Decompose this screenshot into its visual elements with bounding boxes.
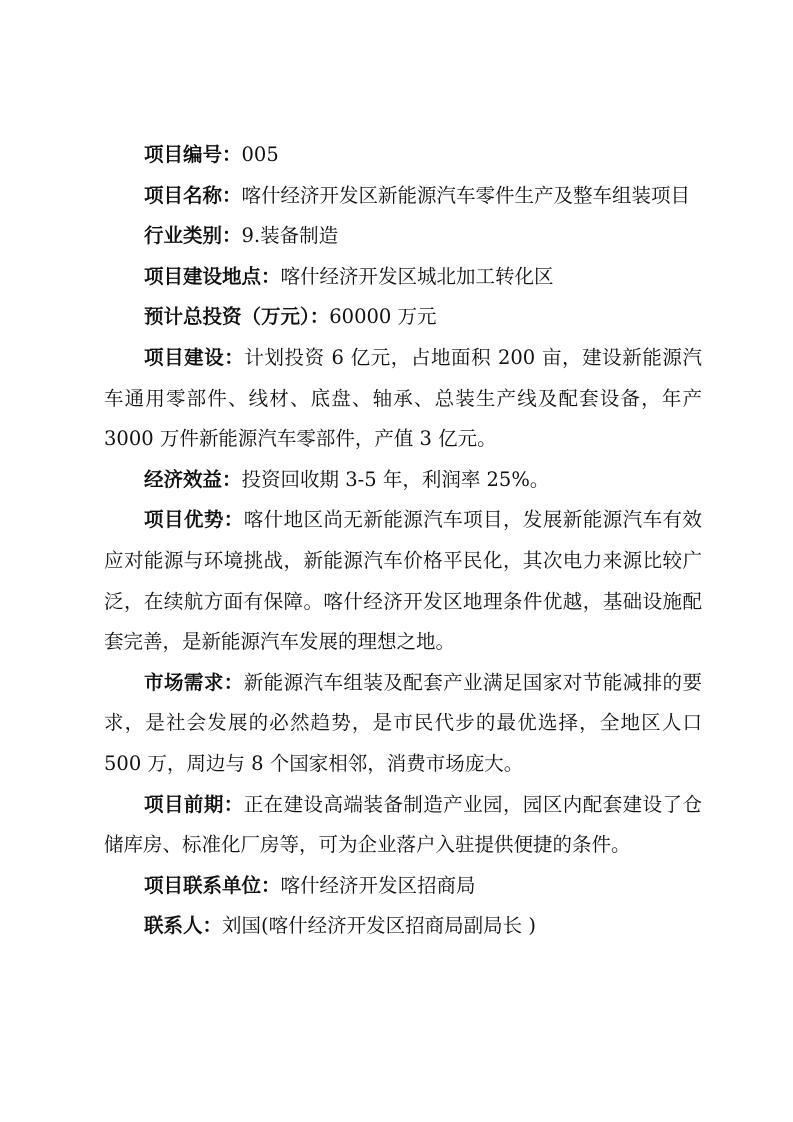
field-label: 项目前期： — [144, 792, 244, 816]
field-contact-person — [104, 906, 702, 947]
field-project-advantages — [104, 500, 702, 662]
field-economic-benefit — [104, 460, 702, 501]
field-label: 项目建设： — [144, 345, 245, 369]
field-label: 经济效益： — [144, 467, 242, 491]
field-total-investment — [104, 297, 702, 338]
field-label: 项目名称： — [144, 183, 242, 207]
field-label: 项目编号： — [144, 143, 242, 166]
field-project-name — [104, 176, 702, 217]
field-value: 喀什经济开发区城北加工转化区 — [280, 264, 554, 288]
field-market-demand — [104, 663, 702, 785]
field-value: 计划投资 6 亿元，占地面积 200 亩，建设新能源汽车通用零部件、线材、底盘、轴承、总装生产线及配套设备，年产 3000 万件新能源汽车零部件，产值 3 亿元。 — [104, 345, 702, 451]
field-value: 投资回收期 3-5 年，利润率 25%。 — [241, 467, 550, 491]
field-label: 项目优势： — [144, 508, 244, 532]
field-label: 项目建设地点： — [144, 264, 281, 288]
document-body — [104, 135, 702, 947]
field-project-construction — [104, 338, 702, 460]
field-label: 联系人： — [144, 914, 223, 938]
field-preliminary-work — [104, 785, 702, 866]
field-label: 预计总投资（万元）： — [144, 305, 330, 329]
field-value: 9.装备制造 — [241, 224, 339, 248]
field-contact-unit — [104, 866, 702, 907]
field-value: 新能源汽车组装及配套产业满足国家对节能减排的要求，是社会发展的必然趋势，是市民代步的最优选择，全地区人口 500 万，周边与 8 个国家相邻，消费市场庞大。 — [104, 670, 702, 775]
field-industry-category — [104, 216, 702, 257]
field-value: 喀什地区尚无新能源汽车项目，发展新能源汽车有效应对能源与环境挑战，新能源汽车价格平民化，其次电力来源比较广泛，在续航方面有保障。喀什经济开发区地理条件优越，基础设施配套完善，是新能源汽车发展的理想之地。 — [104, 508, 702, 654]
field-value: 正在建设高端装备制造产业园，园区内配套建设了仓储库房、标准化厂房等，可为企业落户入驻提供便捷的条件。 — [104, 792, 702, 857]
field-label: 市场需求： — [144, 670, 244, 694]
field-value: 005 — [241, 143, 279, 166]
field-label: 行业类别： — [144, 224, 242, 248]
field-value: 喀什经济开发区新能源汽车零件生产及整车组装项目 — [241, 183, 691, 207]
field-construction-site — [104, 257, 702, 298]
field-value: 刘国(喀什经济开发区招商局副局长 ) — [222, 914, 536, 938]
field-label: 项目联系单位： — [144, 873, 281, 897]
field-project-number — [104, 135, 702, 176]
field-value: 60000 万元 — [329, 305, 437, 329]
field-value: 喀什经济开发区招商局 — [280, 873, 476, 897]
